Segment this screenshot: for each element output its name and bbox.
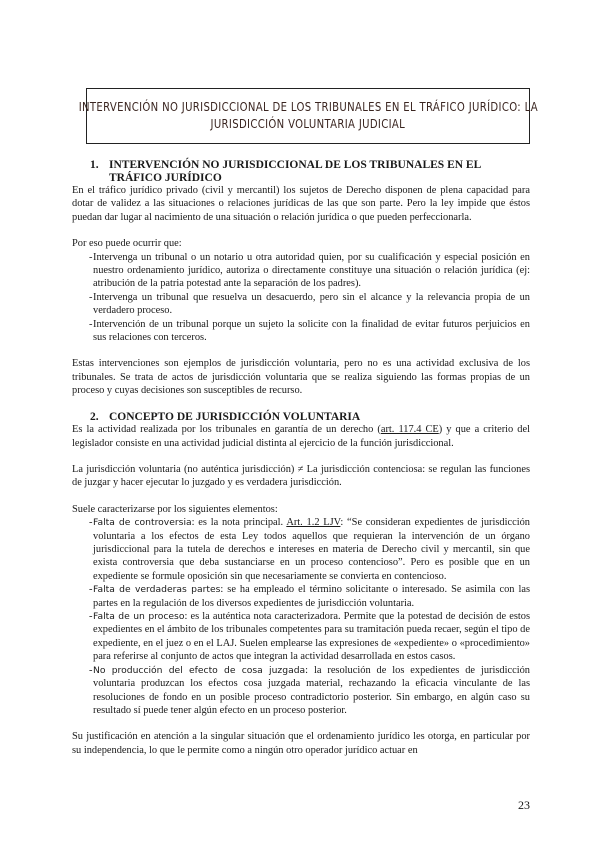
item-label: Falta de controversia: [93, 517, 192, 529]
list-item: - Falta de controversia: es la nota principal. Art. 1.2 LJV: “Se consideran expedientes de jurisdicción voluntaria a los efectos de esta Ley todos aquellos que requieran la intervención de un órgano jurisdiccional para la tutela de derechos e intereses en materia de Derecho civil y mercantil, sin que exista controversia que deba sustanciarse en un proceso contencioso”. Pero es posible que en un expediente se formule oposición sin que necesariamente se convierta en contencioso.: [89, 517, 531, 582]
section-2-number: 2.: [90, 410, 99, 423]
list-item-text: Intervenga un tribunal que resuelva un desacuerdo, pero sin el alcance y la relevancia propia de un verdadero proceso.: [93, 291, 530, 317]
section-1-paragraph-3: Estas intervenciones son ejemplos de jurisdicción voluntaria, pero no es una actividad exclusiva de los tribunales. Se trata de actos de jurisdicción voluntaria que se realiza siguiendo las formas propias de un proceso y cuyas decisiones son susceptibles de recurso.: [72, 358, 530, 397]
page-number: 23: [518, 798, 530, 812]
section-2-list: [72, 516, 530, 717]
section-2-heading: [72, 411, 530, 424]
list-item-text: Intervenga un tribunal o un notario u otra autoridad quien, por su cualificación y especial posición en nuestro ordenamiento jurídico, autoriza o directamente constituye una situación o relación jurídica (ej: atribución de la patria potestad ante la separación de los padres).: [93, 251, 530, 290]
list-item: - Intervenga un tribunal que resuelva un desacuerdo, pero sin el alcance y la relevancia propia de un verdadero proceso.: [89, 291, 530, 317]
item-label: No producción del efecto de cosa juzgada: [93, 664, 306, 676]
section-1-number: 1.: [90, 159, 99, 171]
list-item: - Intervenga un tribunal o un notario u otra autoridad quien, por su cualificación y especial posición en nuestro ordenamiento jurídico, autoriza o directamente constituye una situación o relación jurídica (ej: atribución de la patria potestad ante la separación de los padres).: [89, 251, 530, 290]
section-1-title: INTERVENCIÓN NO JURISDICCIONAL DE LOS TRIBUNALES EN EL TRÁFICO JURÍDICO: [109, 159, 481, 184]
article-link-ce[interactable]: art. 117.4 CE: [380, 424, 439, 436]
section-2-paragraph-1: Es la actividad realizada por los tribunales en garantía de un derecho (art. 117.4 CE) y que a criterio del legislador consiste en una actividad judicial distinta al ejercicio de la función jurisdiccional.: [72, 424, 531, 449]
content: [72, 155, 530, 757]
list-item-text: Intervención de un tribunal porque un sujeto la solicite con la finalidad de evitar futuros perjuicios en sus relaciones con terceros.: [93, 318, 530, 344]
title-line-1: INTERVENCIÓN NO JURISDICCIONAL DE LOS TRIBUNALES EN EL TRÁFICO JURÍDICO: LA: [78, 100, 538, 114]
section-2-title: CONCEPTO DE JURISDICCIÓN VOLUNTARIA: [109, 410, 361, 423]
list-item: - Falta de un proceso: es la auténtica nota caracterizadora. Permite que la potestad de decisión de estos expedientes en el ámbito de los tribunales competentes para su tramitación pueda recaer, según el tipo de expediente, en el juez o en el LAJ. Suelen emplearse las expresiones de «expediente» o «procedimiento» para referirse al conjunto de actos que integran la actividad desarrollada en estos casos.: [89, 611, 530, 663]
list-item: - Intervención de un tribunal porque un sujeto la solicite con la finalidad de evitar futuros perjuicios en sus relaciones con terceros.: [89, 318, 530, 344]
title-line-2: JURISDICCIÓN VOLUNTARIA JUDICIAL: [210, 117, 406, 131]
section-1-list: [72, 251, 530, 345]
section-1-heading: [72, 159, 530, 184]
item-label: Falta de verdaderas partes: [93, 584, 221, 596]
section-1-paragraph-1: En el tráfico jurídico privado (civil y mercantil) los sujetos de Derecho disponen de plena capacidad para dotar de validez a las situaciones o relaciones jurídicas de las que son parte. Pero la ley impide que éstos puedan dar lugar al nacimiento de una situación o relación jurídica o que pueden perfeccionarla.: [72, 185, 530, 223]
section-2-paragraph-4: Su justificación en atención a la singular situación que el ordenamiento jurídico les otorga, en particular por su independencia, lo que le permite como a ningún otro operador jurídico actuar en: [72, 731, 530, 756]
section-1-paragraph-2: Por eso puede ocurrir que:: [72, 238, 182, 250]
article-link-ljv[interactable]: Art. 1.2 LJV: [286, 517, 341, 529]
list-item: - No producción del efecto de cosa juzgada: la resolución de los expedientes de jurisdicción voluntaria produzcan los efectos cosa juzgada material, rechazando la eficacia vinculante de las resoluciones de fondo en un posible proceso contradictorio posterior. Sin embargo, en algún caso su resultado sí puede tener algún efecto en un proceso posterior.: [89, 664, 530, 716]
item-label: Falta de un proceso: [93, 611, 185, 623]
section-2-paragraph-3: Suele caracterizarse por los siguientes elementos:: [72, 503, 278, 515]
title-box: [78, 88, 538, 144]
list-item: - Falta de verdaderas partes: se ha empleado el término solicitante o interesado. Se asimila con las partes en la regulación de los diversos expedientes de jurisdicción voluntaria.: [89, 584, 530, 609]
section-2-paragraph-2: La jurisdicción voluntaria (no auténtica jurisdicción) ≠ La jurisdicción contenciosa: se regulan las funciones de juzgar y hacer ejecutar lo juzgado y es verdadera jurisdicción.: [72, 464, 530, 489]
